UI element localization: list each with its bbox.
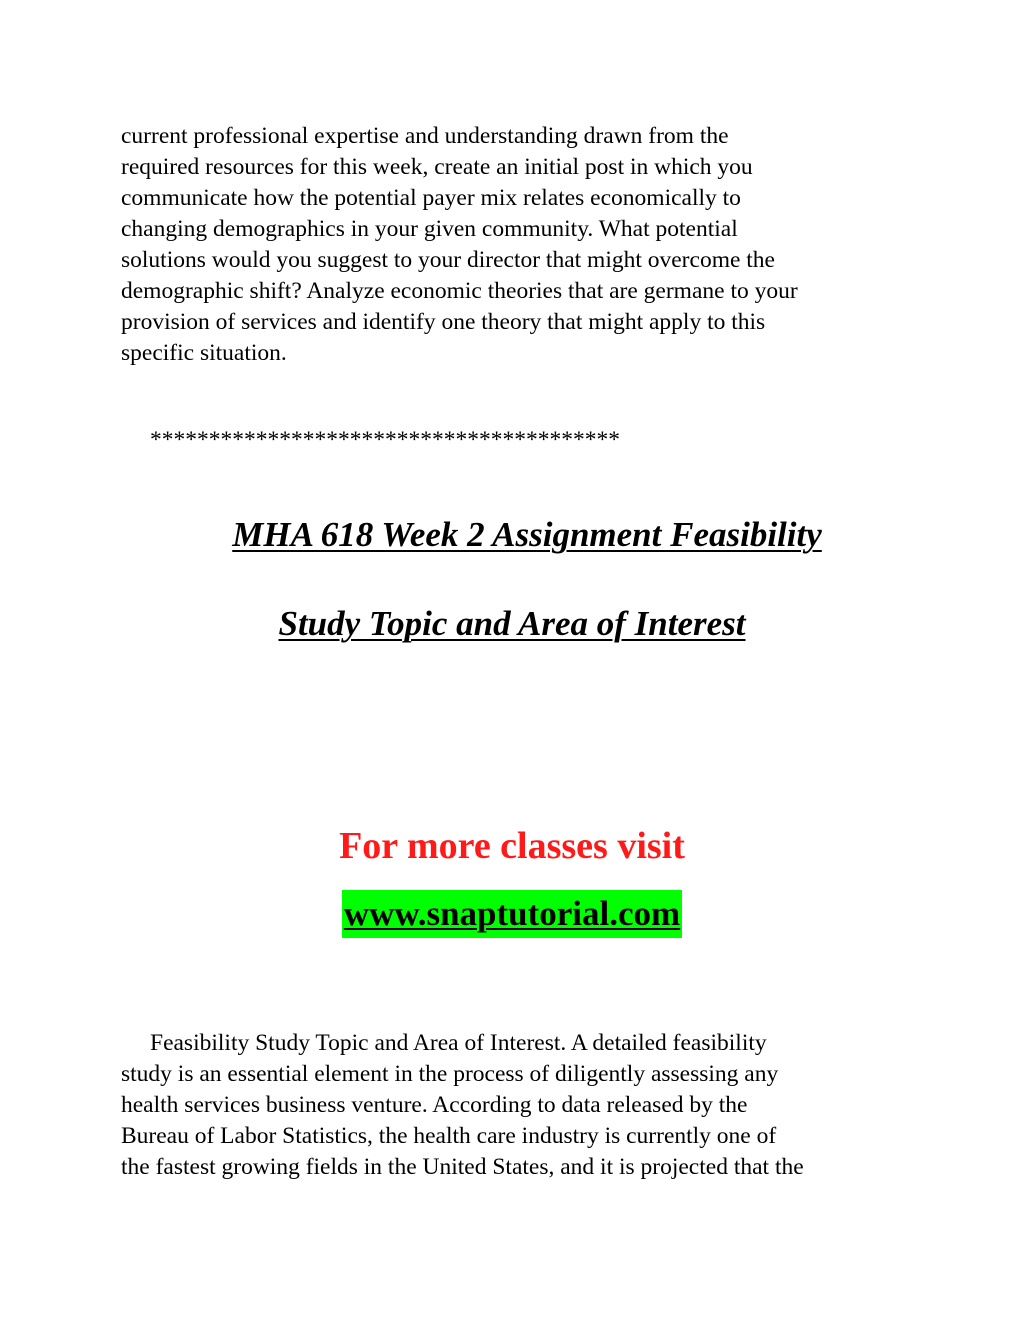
- body-line: Feasibility Study Topic and Area of Interest. A detailed feasibility: [150, 1030, 767, 1056]
- intro-paragraph: [121, 121, 911, 369]
- intro-line: provision of services and identify one theory that might apply to this: [121, 309, 766, 335]
- assignment-title-line-1: MHA 618 Week 2 Assignment Feasibility: [232, 515, 822, 554]
- intro-line: solutions would you suggest to your director that might overcome the: [121, 247, 775, 273]
- intro-line: required resources for this week, create an initial post in which you: [121, 154, 753, 180]
- separator-stars: ****************************************: [150, 427, 620, 453]
- promo-heading: For more classes visit: [339, 825, 685, 867]
- intro-line: specific situation.: [121, 340, 287, 366]
- snaptutorial-link[interactable]: www.snaptutorial.com: [342, 890, 682, 938]
- body-line: Bureau of Labor Statistics, the health care industry is currently one of: [121, 1123, 777, 1149]
- body-line: study is an essential element in the process of diligently assessing any: [121, 1061, 779, 1087]
- body-line: the fastest growing fields in the United States, and it is projected that the: [121, 1154, 804, 1180]
- assignment-title-line-2: Study Topic and Area of Interest: [278, 604, 746, 643]
- body-paragraph: [121, 1028, 911, 1183]
- promo-link-container: [0, 890, 1024, 938]
- intro-line: current professional expertise and understanding drawn from the: [121, 123, 729, 149]
- intro-line: changing demographics in your given community. What potential: [121, 216, 738, 242]
- body-line: health services business venture. According to data released by the: [121, 1092, 748, 1118]
- intro-line: demographic shift? Analyze economic theories that are germane to your: [121, 278, 798, 304]
- intro-line: communicate how the potential payer mix relates economically to: [121, 185, 741, 211]
